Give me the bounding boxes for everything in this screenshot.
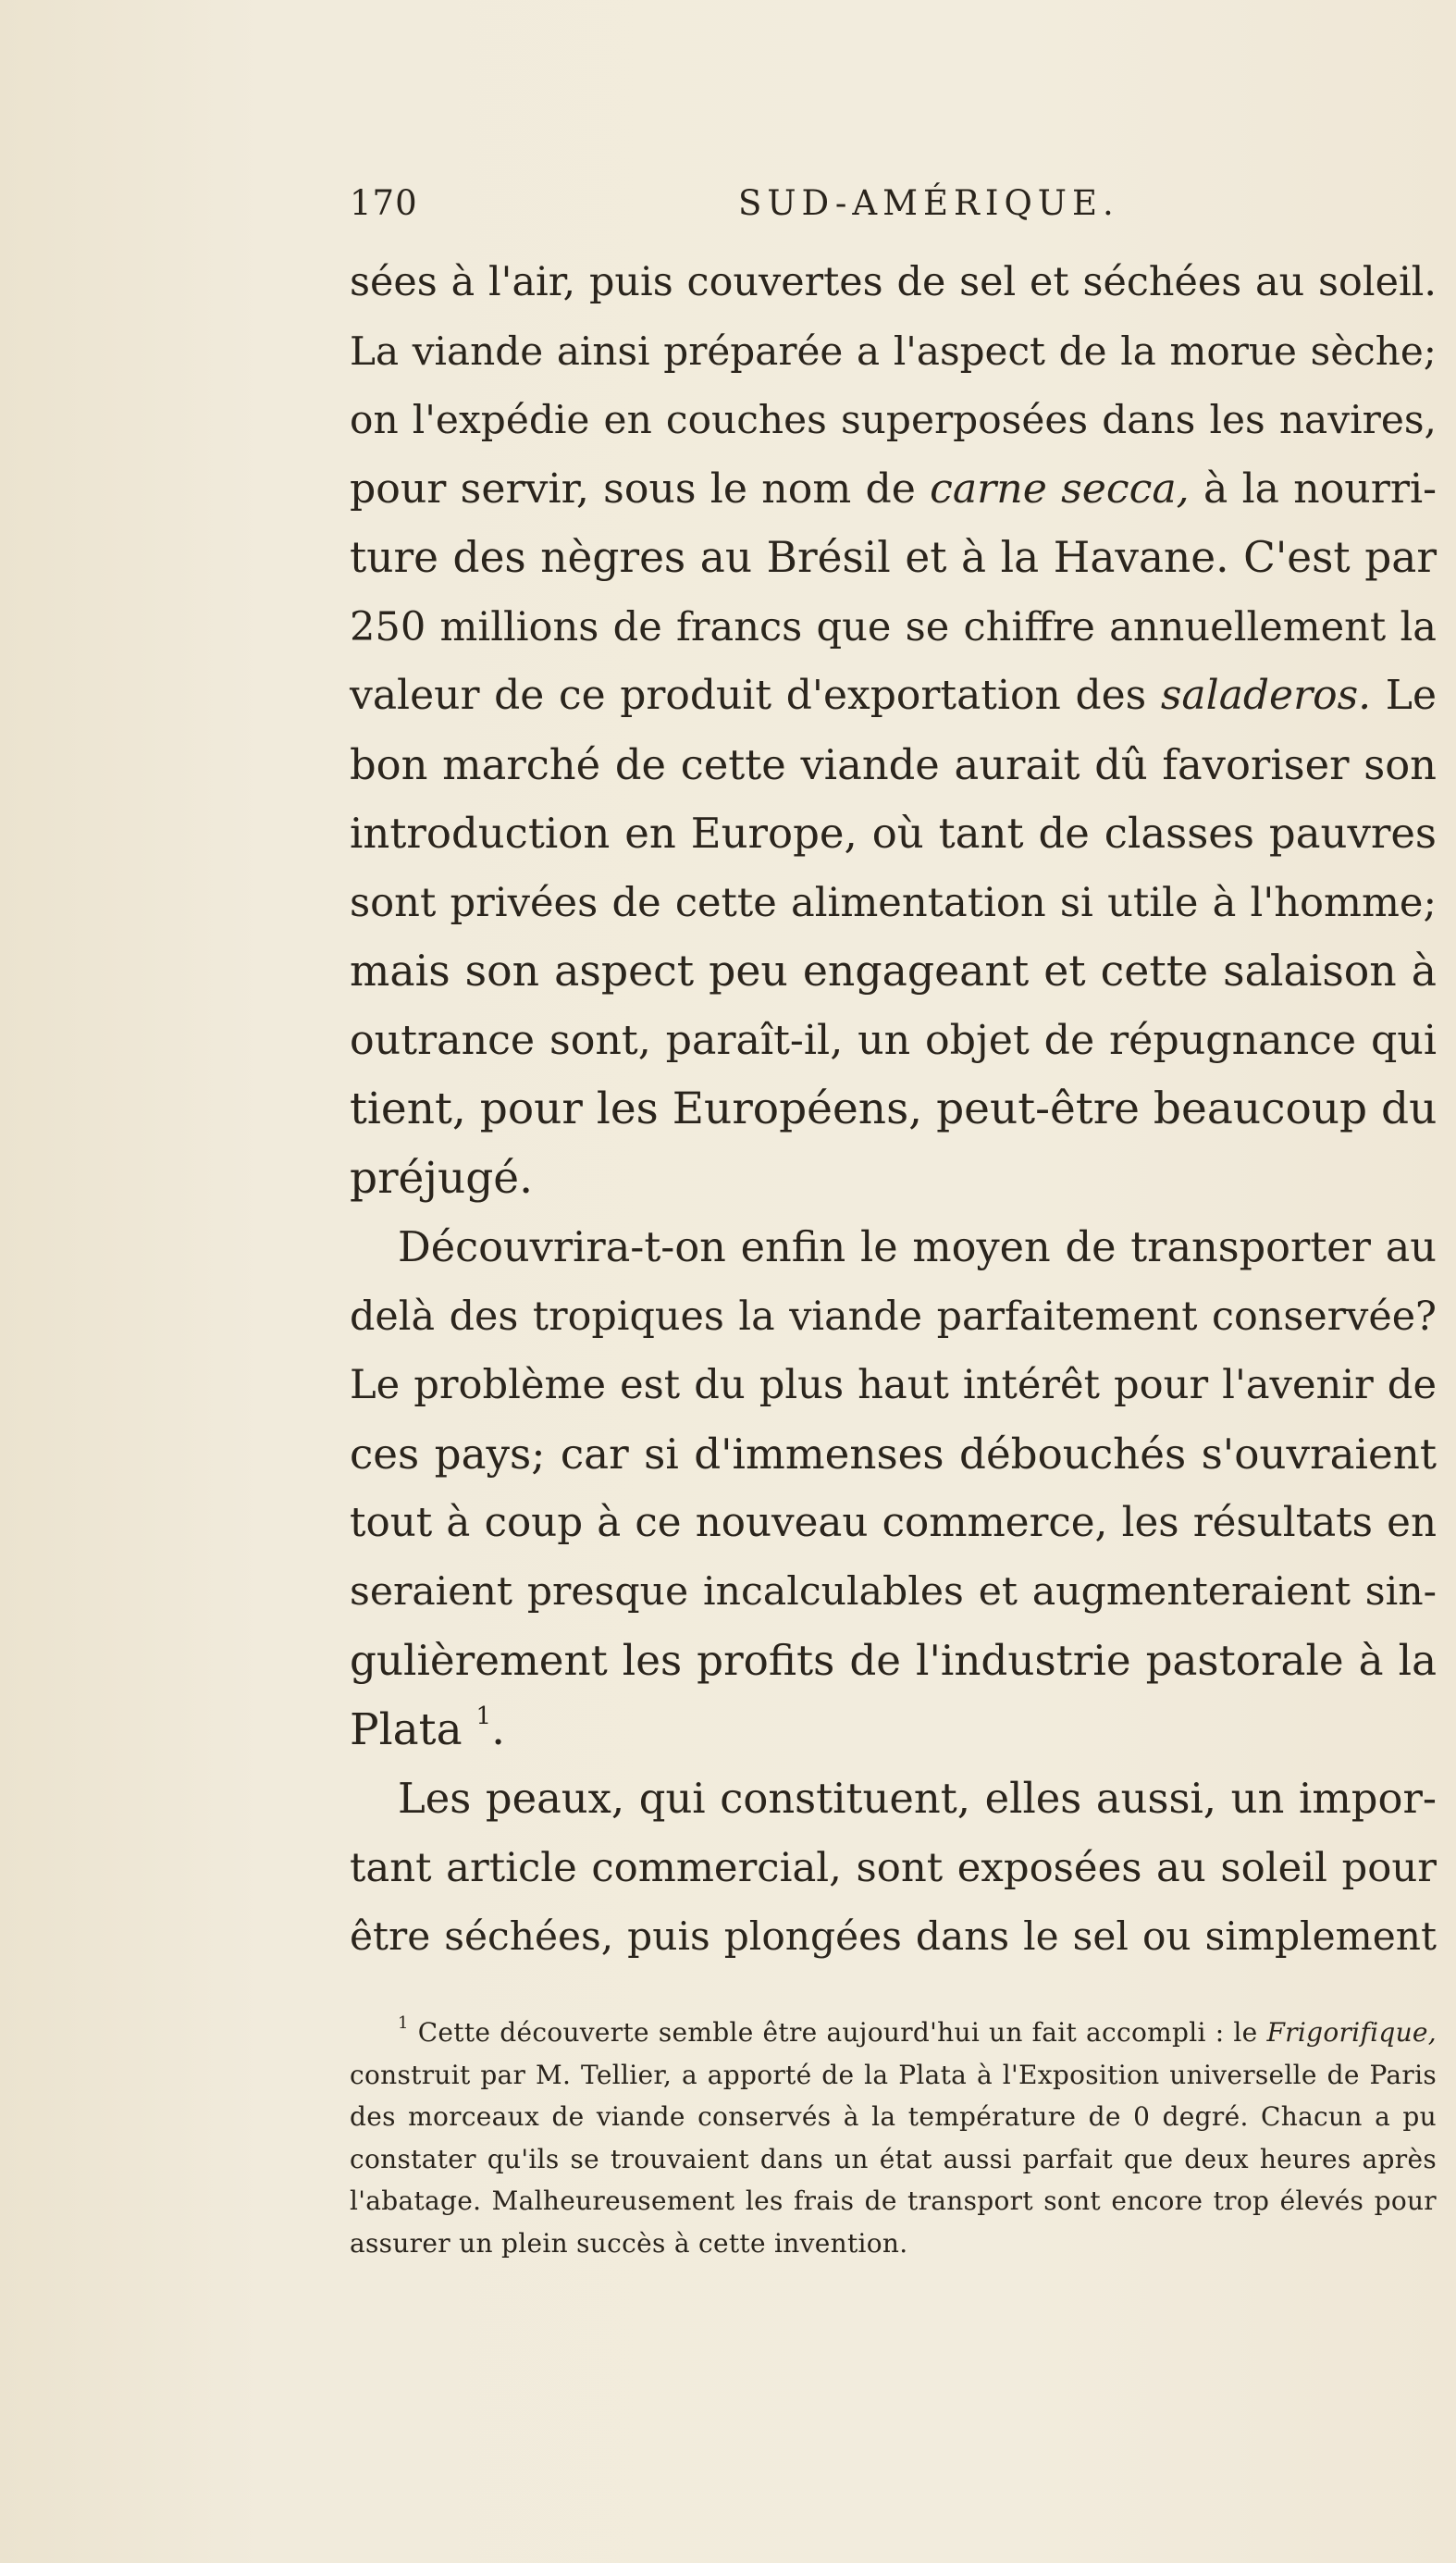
text-line: outrance sont, paraît-il, un objet de répugnance qui <box>350 1016 1437 1064</box>
text-line: sont privées de cette alimentation si utile à l'homme; <box>350 879 1437 926</box>
text-line: La viande ainsi préparée a l'aspect de la morue sèche; <box>350 328 1437 374</box>
footnote-ref: 1 <box>475 1702 492 1730</box>
text-line: bon marché de cette viande aurait dû favoriser son <box>350 739 1437 789</box>
footnote-line: des morceaux de viande conservés à la température de 0 degré. Chacun a pu <box>350 2101 1437 2132</box>
italic-term: Frigorifique, <box>1266 2017 1437 2048</box>
page-number: 170 <box>350 183 418 223</box>
text-line: Les peaux, qui constituent, elles aussi, un impor- <box>398 1774 1437 1823</box>
text-line: introduction en Europe, où tant de classes pauvres <box>350 809 1437 858</box>
text-line: tient, pour les Européens, peut-être beaucoup du <box>350 1083 1437 1134</box>
text-line: être séchées, puis plongées dans le sel ou simplement <box>350 1913 1437 1959</box>
body-text <box>350 248 1437 1972</box>
text-line: on l'expédie en couches superposées dans les navires, <box>350 397 1437 442</box>
footnote <box>350 2012 1437 2264</box>
text-line: gulièrement les profits de l'industrie pastorale à la <box>350 1636 1437 1685</box>
text-line: seraient presque incalculables et augmenteraient sin- <box>350 1568 1437 1615</box>
footnote-marker: 1 <box>398 2013 409 2033</box>
text-line: delà des tropiques la viande parfaitement conservée? <box>350 1293 1437 1340</box>
running-head <box>350 183 1437 235</box>
text-line: Le problème est du plus haut intérêt pour l'avenir de <box>350 1362 1437 1408</box>
text-line: valeur de ce produit d'exportation des saladeros. Le <box>350 672 1437 719</box>
footnote-line: assurer un plein succès à cette invention. <box>350 2227 908 2259</box>
text-line: ture des nègres au Brésil et à la Havane. C'est par <box>350 533 1437 582</box>
footnote-line: construit par M. Tellier, a apporté de la Plata à l'Exposition universelle de Paris <box>350 2059 1437 2090</box>
text-line: pour servir, sous le nom de carne secca, à la nourri- <box>350 464 1437 513</box>
text-line: 250 millions de francs que se chiffre annuellement la <box>350 603 1437 650</box>
text-line: ces pays; car si d'immenses débouchés s'ouvraient <box>350 1429 1437 1479</box>
text-line: Plata $^1$. <box>350 1702 506 1755</box>
text-line: Découvrira-t-on enfin le moyen de transporter au <box>398 1223 1437 1271</box>
footnote-line: constater qu'ils se trouvaient dans un état aussi parfait que deux heures après <box>350 2143 1437 2174</box>
text-line: sées à l'air, puis couvertes de sel et séchées au soleil. <box>350 259 1437 305</box>
text-line: tant article commercial, sont exposées au soleil pour <box>350 1844 1437 1891</box>
text-line: préjugé. <box>350 1152 534 1204</box>
text-line: tout à coup à ce nouveau commerce, les résultats en <box>350 1500 1437 1546</box>
text-line: mais son aspect peu engageant et cette salaison à <box>350 947 1437 996</box>
italic-term: carne secca, <box>930 464 1190 513</box>
footnote-line: $^1$ Cette découverte semble être aujourd'hui un fait accompli : le Frigorifique, <box>398 2013 1437 2048</box>
footnote-line: l'abatage. Malheureusement les frais de transport sont encore trop élevés pour <box>350 2185 1437 2216</box>
italic-term: saladeros. <box>1160 672 1372 719</box>
running-title: SUD-AMÉRIQUE. <box>738 183 1119 223</box>
